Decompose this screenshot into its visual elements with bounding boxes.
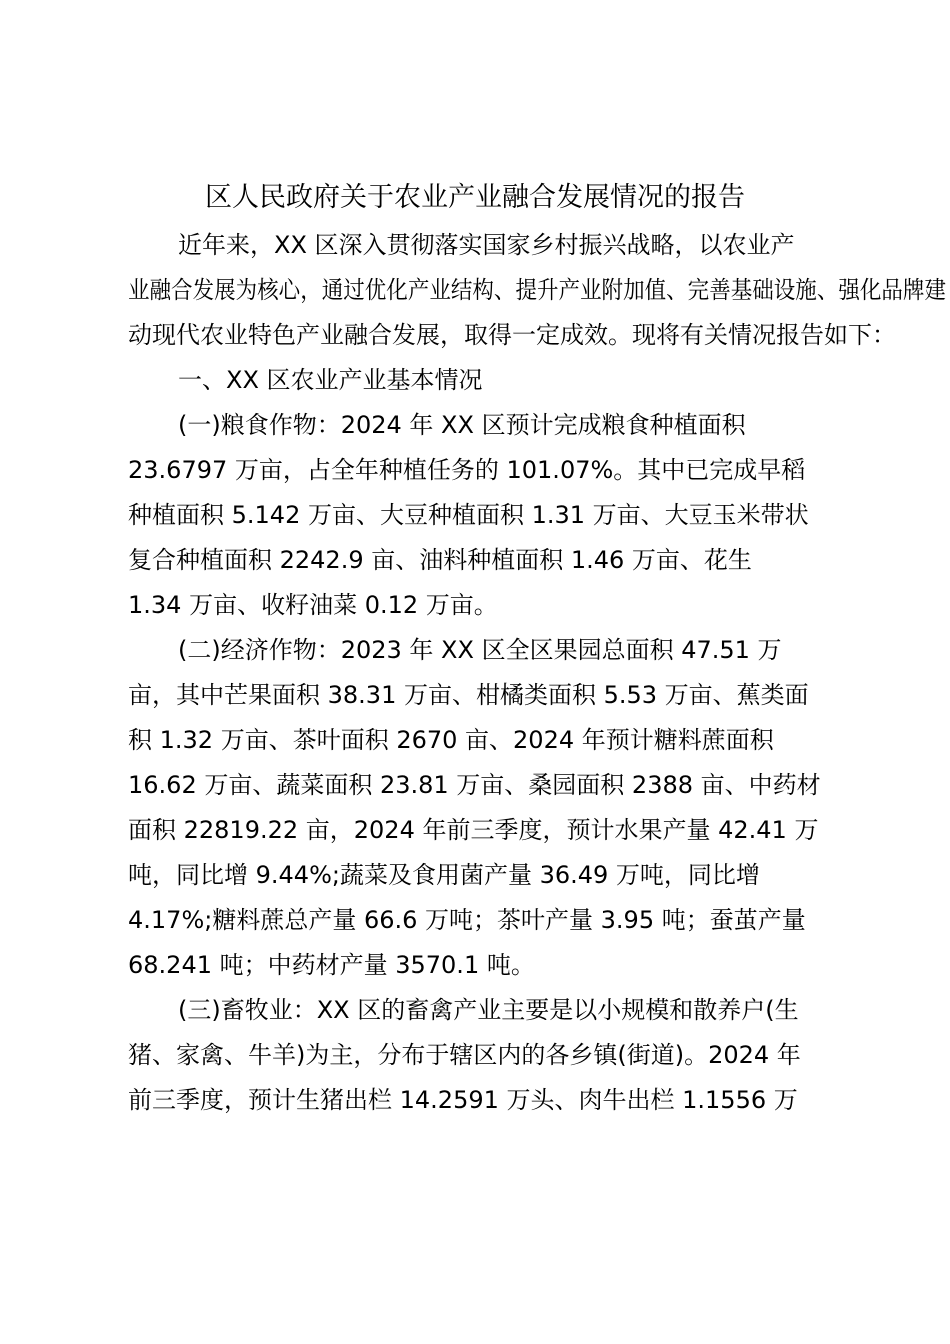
body-line: (二)经济作物：2023 年 XX 区全区果园总面积 47.51 万 xyxy=(178,636,782,664)
section-heading: 一、XX 区农业产业基本情况 xyxy=(178,366,483,394)
body-line: 猪、家禽、牛羊)为主，分布于辖区内的各乡镇(街道)。2024 年 xyxy=(128,1041,801,1069)
body-line: 1.34 万亩、收籽油菜 0.12 万亩。 xyxy=(128,591,498,619)
body-line: 亩，其中芒果面积 38.31 万亩、柑橘类面积 5.53 万亩、蕉类面 xyxy=(128,681,809,709)
body-line: (一)粮食作物：2024 年 XX 区预计完成粮食种植面积 xyxy=(178,411,746,439)
body-line: 面积 22819.22 亩，2024 年前三季度，预计水果产量 42.41 万 xyxy=(128,816,819,844)
body-line: 业融合发展为核心，通过优化产业结构、提升产业附加值、完善基础设施、强化品牌建 xyxy=(128,276,946,304)
body-line: 近年来，XX 区深入贯彻落实国家乡村振兴战略，以农业产 xyxy=(178,231,795,259)
body-line: 种植面积 5.142 万亩、大豆种植面积 1.31 万亩、大豆玉米带状 xyxy=(128,501,809,529)
body-line: 23.6797 万亩，占全年种植任务的 101.07%。其中已完成早稻 xyxy=(128,456,806,484)
body-line: (三)畜牧业：XX 区的畜禽产业主要是以小规模和散养户(生 xyxy=(178,996,799,1024)
body-line: 吨，同比增 9.44%;蔬菜及食用菌产量 36.49 万吨，同比增 xyxy=(128,861,760,889)
body-line: 16.62 万亩、蔬菜面积 23.81 万亩、桑园面积 2388 亩、中药材 xyxy=(128,771,821,799)
body-line: 积 1.32 万亩、茶叶面积 2670 亩、2024 年预计糖料蔗面积 xyxy=(128,726,774,754)
report-title: 区人民政府关于农业产业融合发展情况的报告 xyxy=(205,182,745,213)
body-line: 复合种植面积 2242.9 亩、油料种植面积 1.46 万亩、花生 xyxy=(128,546,752,574)
body-line: 4.17%;糖料蔗总产量 66.6 万吨；茶叶产量 3.95 吨；蚕茧产量 xyxy=(128,906,806,934)
body-line: 前三季度，预计生猪出栏 14.2591 万头、肉牛出栏 1.1556 万 xyxy=(128,1086,798,1114)
body-line: 动现代农业特色产业融合发展，取得一定成效。现将有关情况报告如下： xyxy=(128,321,896,349)
body-line: 68.241 吨；中药材产量 3570.1 吨。 xyxy=(128,951,535,979)
